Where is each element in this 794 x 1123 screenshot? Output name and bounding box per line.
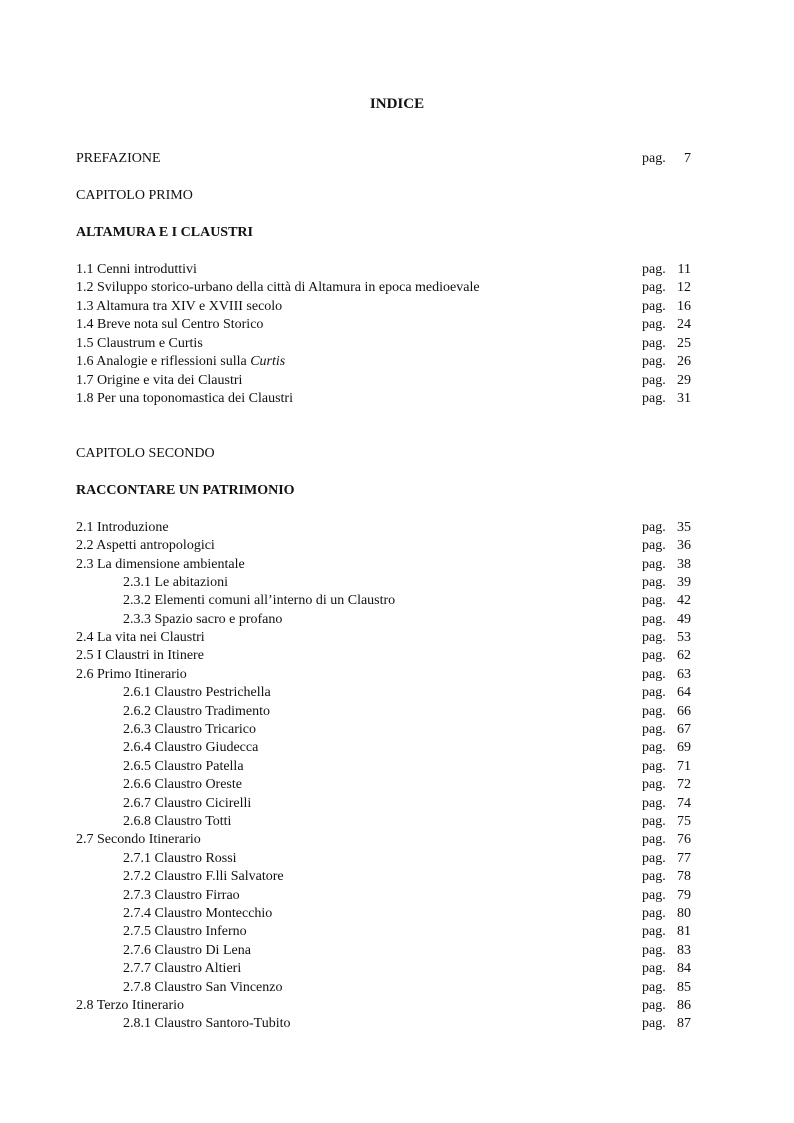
- toc-entry-label: 2.7 Secondo Itinerario: [76, 832, 201, 847]
- pag-label: pag.: [642, 704, 666, 719]
- toc-subentry-label: 2.6.8 Claustro Totti: [123, 814, 232, 829]
- page-number: 74: [677, 796, 691, 811]
- toc-entry-label-italic: Curtis: [250, 354, 286, 369]
- page-number: 66: [677, 704, 691, 719]
- page-number: 64: [677, 685, 691, 700]
- pag-label: pag.: [642, 832, 666, 847]
- toc-subentry-label: 2.7.6 Claustro Di Lena: [123, 943, 251, 958]
- page-number: 26: [677, 354, 691, 369]
- page-number: 83: [677, 943, 691, 958]
- page-number: 69: [677, 740, 691, 755]
- page-number: 11: [677, 262, 691, 277]
- page-number: 62: [677, 648, 691, 663]
- toc-subentry-label: 2.3.1 Le abitazioni: [123, 575, 228, 590]
- toc-entry-label: 1.7 Origine e vita dei Claustri: [76, 373, 243, 388]
- pag-label: pag.: [642, 391, 666, 406]
- pag-label: pag.: [642, 980, 666, 995]
- toc-subentry-label: 2.6.5 Claustro Patella: [123, 759, 244, 774]
- pag-label: pag.: [642, 575, 666, 590]
- pag-label: pag.: [642, 998, 666, 1013]
- toc-entry-label: 1.1 Cenni introduttivi: [76, 262, 197, 277]
- toc-subentry-label: 2.3.2 Elementi comuni all’interno di un Claustro: [123, 593, 396, 608]
- pag-label: pag.: [642, 373, 666, 388]
- page-number: 87: [677, 1016, 691, 1031]
- toc-entry-label: [76, 354, 285, 370]
- page-number: 72: [677, 777, 691, 792]
- page-number: 25: [677, 336, 691, 351]
- page-number: 53: [677, 630, 691, 645]
- page-number: 49: [677, 612, 691, 627]
- toc-subentry-label: 2.7.4 Claustro Montecchio: [123, 906, 273, 921]
- pag-label: pag.: [642, 520, 666, 535]
- toc-entry-label: 2.6 Primo Itinerario: [76, 667, 187, 682]
- pag-label: pag.: [642, 814, 666, 829]
- toc-subentry-label: 2.7.1 Claustro Rossi: [123, 851, 237, 866]
- toc-subentry-label: 2.6.4 Claustro Giudecca: [123, 740, 259, 755]
- pag-label: pag.: [642, 538, 666, 553]
- toc-subentry-label: 2.7.7 Claustro Altieri: [123, 961, 242, 976]
- pag-label: pag.: [642, 336, 666, 351]
- toc-entry-label: 2.5 I Claustri in Itinere: [76, 648, 204, 663]
- page-number: 42: [677, 593, 691, 608]
- pag-label: pag.: [642, 612, 666, 627]
- page-number: 35: [677, 520, 691, 535]
- page-number: 76: [677, 832, 691, 847]
- pag-label: pag.: [642, 685, 666, 700]
- pag-label: pag.: [642, 667, 666, 682]
- toc-subentry-label: 2.8.1 Claustro Santoro-Tubito: [123, 1016, 291, 1031]
- page-number: 75: [677, 814, 691, 829]
- page-number: 12: [677, 280, 691, 295]
- pag-label: pag.: [642, 906, 666, 921]
- pag-label: pag.: [642, 888, 666, 903]
- toc-subentry-label: 2.6.7 Claustro Cicirelli: [123, 796, 252, 811]
- toc-entry-label: 1.4 Breve nota sul Centro Storico: [76, 317, 264, 332]
- page-number: 71: [677, 759, 691, 774]
- toc-entry-label: 2.3 La dimensione ambientale: [76, 557, 245, 572]
- toc-entry-label: 2.4 La vita nei Claustri: [76, 630, 205, 645]
- toc-subentry-label: 2.7.5 Claustro Inferno: [123, 924, 247, 939]
- page-number: 31: [677, 391, 691, 406]
- pag-label: pag.: [642, 630, 666, 645]
- page-number: 81: [677, 924, 691, 939]
- pag-label: pag.: [642, 593, 666, 608]
- chapter-heading: CAPITOLO PRIMO: [76, 188, 193, 203]
- pag-label: pag.: [642, 1016, 666, 1031]
- page-number: 63: [677, 667, 691, 682]
- toc-subentry-label: 2.7.8 Claustro San Vincenzo: [123, 980, 283, 995]
- pag-label: pag.: [642, 851, 666, 866]
- toc-subentry-label: 2.7.3 Claustro Firrao: [123, 888, 240, 903]
- page-number: 7: [684, 151, 691, 166]
- page-number: 79: [677, 888, 691, 903]
- chapter-title: ALTAMURA E I CLAUSTRI: [76, 225, 253, 240]
- pag-label: pag.: [642, 299, 666, 314]
- pag-label: pag.: [642, 924, 666, 939]
- toc-entry-label: 2.8 Terzo Itinerario: [76, 998, 184, 1013]
- pag-label: pag.: [642, 869, 666, 884]
- page-number: 39: [677, 575, 691, 590]
- page-number: 67: [677, 722, 691, 737]
- chapter-heading: CAPITOLO SECONDO: [76, 446, 215, 461]
- pag-label: pag.: [642, 796, 666, 811]
- pag-label: pag.: [642, 151, 666, 166]
- page-number: 36: [677, 538, 691, 553]
- page-number: 77: [677, 851, 691, 866]
- toc-entry-label: 1.5 Claustrum e Curtis: [76, 336, 203, 351]
- toc-subentry-label: 2.7.2 Claustro F.lli Salvatore: [123, 869, 284, 884]
- page-number: 84: [677, 961, 691, 976]
- page-number: 85: [677, 980, 691, 995]
- page-number: 24: [677, 317, 691, 332]
- toc-subentry-label: 2.6.2 Claustro Tradimento: [123, 704, 271, 719]
- pag-label: pag.: [642, 759, 666, 774]
- pag-label: pag.: [642, 262, 666, 277]
- toc-entry-label: 1.3 Altamura tra XIV e XVIII secolo: [76, 299, 283, 314]
- toc-entry-label: 2.1 Introduzione: [76, 520, 169, 535]
- toc-subentry-label: 2.6.1 Claustro Pestrichella: [123, 685, 271, 700]
- pag-label: pag.: [642, 740, 666, 755]
- pag-label: pag.: [642, 777, 666, 792]
- page-number: 78: [677, 869, 691, 884]
- pag-label: pag.: [642, 317, 666, 332]
- page-number: 16: [677, 299, 691, 314]
- page-number: 86: [677, 998, 691, 1013]
- toc-entry-label: PREFAZIONE: [76, 151, 161, 166]
- pag-label: pag.: [642, 557, 666, 572]
- index-title: INDICE: [369, 96, 425, 112]
- pag-label: pag.: [642, 280, 666, 295]
- page-number: 38: [677, 557, 691, 572]
- pag-label: pag.: [642, 943, 666, 958]
- page-number: 29: [677, 373, 691, 388]
- page-number: 80: [677, 906, 691, 921]
- toc-entry-label: 1.2 Sviluppo storico-urbano della città di Altamura in epoca medioevale: [76, 280, 480, 295]
- pag-label: pag.: [642, 648, 666, 663]
- pag-label: pag.: [642, 961, 666, 976]
- chapter-title: RACCONTARE UN PATRIMONIO: [76, 483, 295, 498]
- toc-subentry-label: 2.6.6 Claustro Oreste: [123, 777, 242, 792]
- toc-entry-label: 2.2 Aspetti antropologici: [76, 538, 215, 553]
- toc-subentry-label: 2.6.3 Claustro Tricarico: [123, 722, 256, 737]
- pag-label: pag.: [642, 722, 666, 737]
- toc-entry-label: 1.8 Per una toponomastica dei Claustri: [76, 391, 293, 406]
- pag-label: pag.: [642, 354, 666, 369]
- toc-subentry-label: 2.3.3 Spazio sacro e profano: [123, 612, 283, 627]
- toc-entry-label-text: 1.6 Analogie e riflessioni sulla: [76, 354, 251, 369]
